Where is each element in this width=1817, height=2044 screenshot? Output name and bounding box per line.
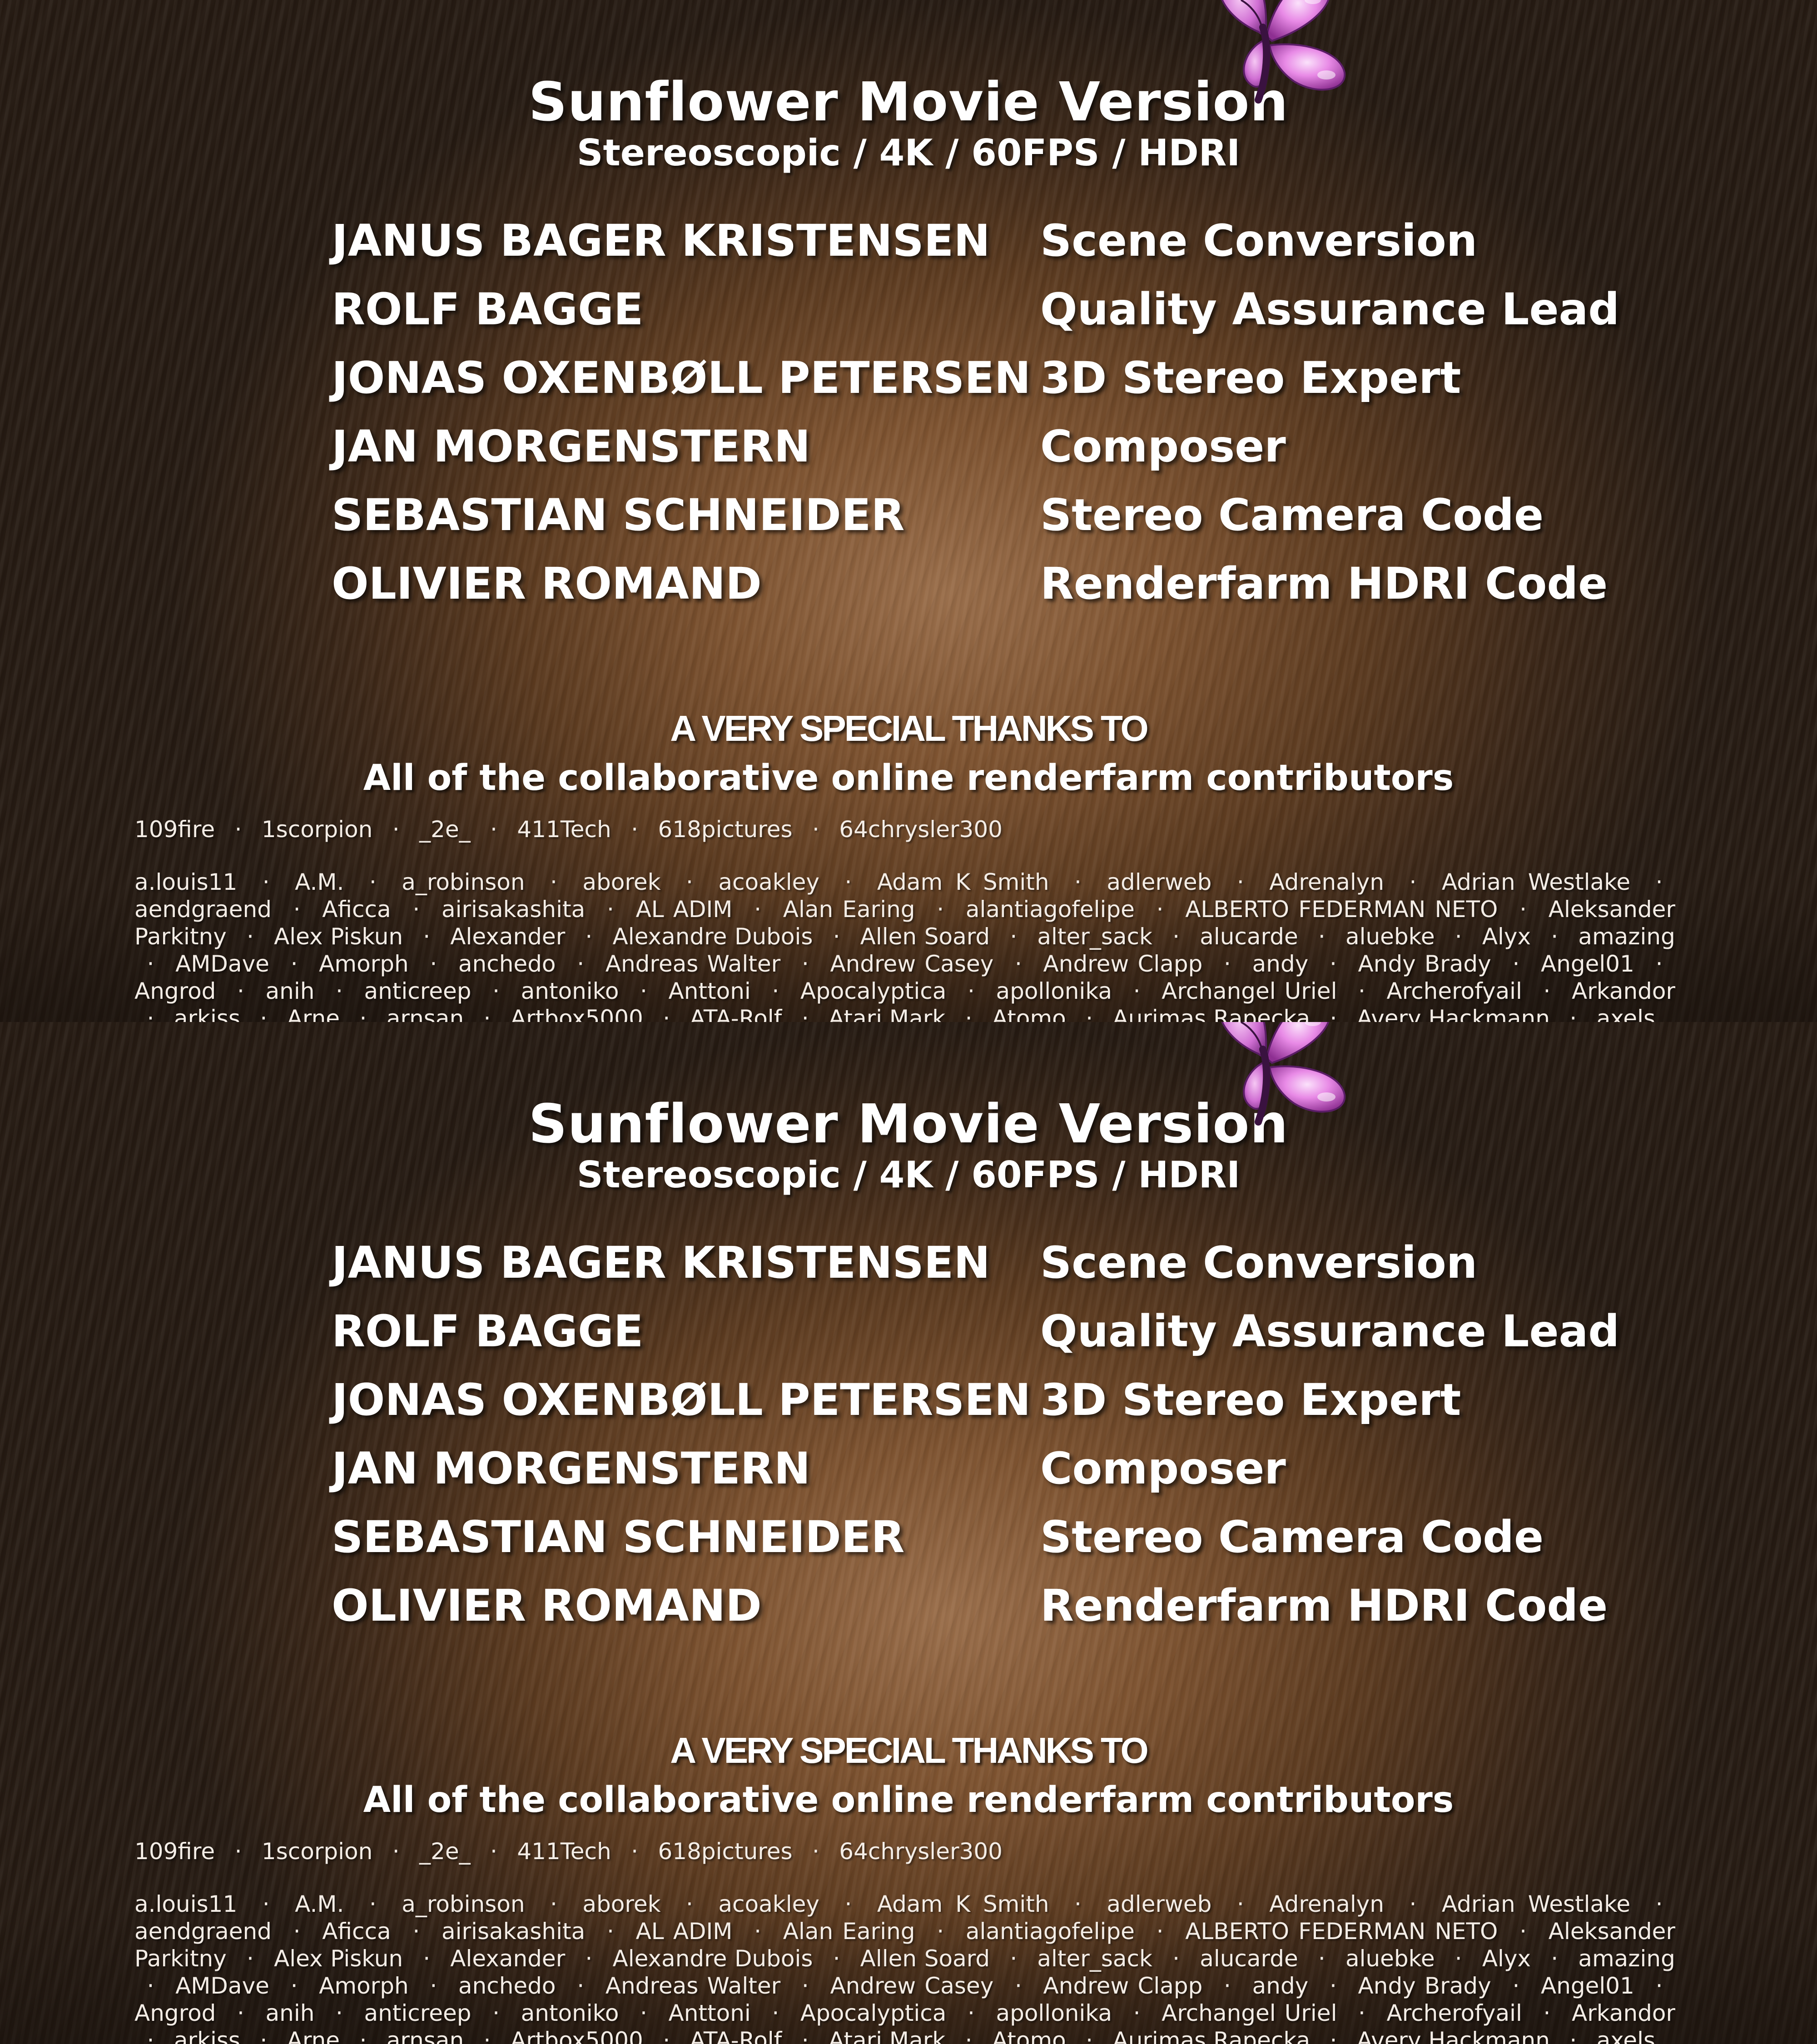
separator-dot: ·	[1062, 869, 1094, 895]
thanks-heading: A VERY SPECIAL THANKS TO	[0, 708, 1817, 749]
credit-role: Composer	[1040, 419, 1286, 474]
contributor-name: andy	[1252, 951, 1309, 977]
contributor-name: aborek	[582, 1891, 660, 1917]
contributor-name: Atari Mark	[829, 2027, 945, 2044]
contributor-name: _2e_	[419, 816, 471, 843]
contributor-name: Adam K Smith	[877, 869, 1049, 895]
contributor-name: Angel01	[1541, 1973, 1634, 1999]
contributor-name: Andrew Casey	[830, 1973, 993, 1999]
contributor-name: Atari Mark	[829, 1005, 945, 1022]
contributor-name: a.louis11	[134, 1891, 237, 1917]
contributor-name: adlerweb	[1107, 869, 1211, 895]
movie-subtitle: Stereoscopic / 4K / 60FPS / HDRI	[0, 132, 1817, 174]
contributor-name: Anttoni	[669, 2000, 751, 2026]
separator-dot: ·	[1346, 2000, 1378, 2026]
credit-role: Composer	[1040, 1441, 1286, 1496]
separator-dot: ·	[998, 923, 1030, 950]
contributor-name: Allen Soard	[860, 923, 990, 950]
separator-dot: ·	[565, 951, 597, 977]
contributor-name: Angrod	[134, 2000, 216, 2026]
separator-dot: ·	[222, 816, 254, 843]
contributor-name: Aurimas Rapecka	[1112, 2027, 1310, 2044]
separator-dot: ·	[1144, 896, 1176, 923]
contributor-name: A.M.	[295, 869, 344, 895]
credit-name: SEBASTIAN SCHNEIDER	[332, 1510, 904, 1564]
separator-dot: ·	[400, 1918, 432, 1945]
separator-dot: ·	[538, 869, 570, 895]
credit-role: 3D Stereo Expert	[1040, 1373, 1461, 1427]
separator-dot: ·	[480, 2000, 512, 2026]
contributor-name: anih	[265, 2000, 314, 2026]
contributor-name: aluebke	[1345, 923, 1435, 950]
contributor-name: Alexandre Dubois	[612, 923, 813, 950]
separator-dot: ·	[471, 1005, 503, 1022]
contributor-name: AL ADIM	[636, 1918, 733, 1945]
contributor-name: Arne	[287, 1005, 340, 1022]
contributor-name: anticreep	[364, 978, 471, 1004]
contributor-name: Alexandre Dubois	[612, 1945, 813, 1972]
separator-dot: ·	[278, 1973, 310, 1999]
separator-dot: ·	[1397, 869, 1429, 895]
movie-title: Sunflower Movie Version	[0, 1092, 1817, 1155]
contributor-name: anchedo	[458, 951, 556, 977]
contributor-name: Arkandor	[1572, 2000, 1675, 2026]
separator-dot: ·	[1160, 923, 1192, 950]
contributor-name: Aleksander Parkitny	[134, 1918, 1675, 1972]
contributor-name: Avery Hackmann	[1357, 1005, 1550, 1022]
separator-dot: ·	[650, 1005, 683, 1022]
separator-dot: ·	[573, 923, 605, 950]
separator-dot: ·	[1317, 2027, 1350, 2044]
contributor-name: Archangel Uriel	[1162, 978, 1337, 1004]
separator-dot: ·	[323, 978, 355, 1004]
separator-dot: ·	[222, 1838, 254, 1865]
separator-dot: ·	[953, 2027, 985, 2044]
separator-dot: ·	[594, 1918, 626, 1945]
contributor-name: 618pictures	[658, 1838, 792, 1865]
separator-dot: ·	[760, 978, 792, 1004]
separator-dot: ·	[742, 896, 774, 923]
credit-role: Stereo Camera Code	[1040, 488, 1544, 542]
separator-dot: ·	[1643, 1891, 1675, 1917]
separator-dot: ·	[1557, 2027, 1589, 2044]
contributor-name: airisakashita	[442, 1918, 585, 1945]
separator-dot: ·	[1002, 951, 1034, 977]
contributor-name: Alexander	[450, 923, 565, 950]
contributor-name: alucarde	[1200, 1945, 1298, 1972]
separator-dot: ·	[400, 896, 432, 923]
separator-dot: ·	[1539, 923, 1571, 950]
separator-dot: ·	[1442, 1945, 1474, 1972]
contributor-name: Arkandor	[1572, 978, 1675, 1004]
contributor-name: ALBERTO FEDERMAN NETO	[1185, 896, 1498, 923]
contributor-name: Avery Hackmann	[1357, 2027, 1550, 2044]
contributor-name: anih	[265, 978, 314, 1004]
separator-dot: ·	[742, 1918, 774, 1945]
separator-dot: ·	[832, 1891, 864, 1917]
separator-dot: ·	[357, 1891, 389, 1917]
contributor-name: Artbox5000	[511, 1005, 643, 1022]
separator-dot: ·	[278, 951, 310, 977]
credit-name: JANUS BAGER KRISTENSEN	[332, 213, 990, 268]
contributor-name: Alex Piskun	[274, 923, 403, 950]
separator-dot: ·	[538, 1891, 570, 1917]
separator-dot: ·	[619, 1838, 651, 1865]
separator-dot: ·	[1224, 869, 1256, 895]
separator-dot: ·	[1397, 1891, 1429, 1917]
credit-role: 3D Stereo Expert	[1040, 351, 1461, 405]
separator-dot: ·	[1317, 1005, 1350, 1022]
contributor-name: alter_sack	[1037, 923, 1152, 950]
credit-name: JAN MORGENSTERN	[332, 1441, 810, 1496]
contributor-name: Adrenalyn	[1269, 1891, 1384, 1917]
contributor-name: 618pictures	[658, 816, 792, 843]
credit-role: Renderfarm HDRI Code	[1040, 1578, 1608, 1633]
separator-dot: ·	[323, 2000, 355, 2026]
contributor-name: Atomo	[992, 1005, 1066, 1022]
credit-name: JONAS OXENBØLL PETERSEN	[332, 1373, 1031, 1427]
contributor-name: 411Tech	[517, 1838, 611, 1865]
contributor-name: Aurimas Rapecka	[1112, 1005, 1310, 1022]
separator-dot: ·	[380, 816, 412, 843]
contributor-name: axels	[1597, 1005, 1655, 1022]
separator-dot: ·	[134, 1973, 167, 1999]
contributor-name: Aficca	[322, 896, 391, 923]
separator-dot: ·	[1317, 1973, 1349, 1999]
contributor-name: Adrenalyn	[1269, 869, 1384, 895]
contributor-name: arkiss	[174, 2027, 240, 2044]
contributor-name: Andrew Clapp	[1043, 1973, 1203, 1999]
credit-role: Quality Assurance Lead	[1040, 282, 1619, 337]
credit-role: Renderfarm HDRI Code	[1040, 556, 1608, 611]
contributor-name: ALBERTO FEDERMAN NETO	[1185, 1918, 1498, 1945]
separator-dot: ·	[998, 1945, 1030, 1972]
separator-dot: ·	[953, 1005, 985, 1022]
contributor-name: Amorph	[319, 951, 409, 977]
separator-dot: ·	[478, 816, 510, 843]
contributor-name: Andreas Walter	[606, 1973, 780, 1999]
separator-dot: ·	[674, 1891, 706, 1917]
separator-dot: ·	[1531, 978, 1563, 1004]
contributor-name: 64chrysler300	[839, 816, 1003, 843]
separator-dot: ·	[1507, 896, 1539, 923]
separator-dot: ·	[1160, 1945, 1192, 1972]
contributor-name: arnsan	[387, 1005, 464, 1022]
contributor-name: Andrew Casey	[830, 951, 993, 977]
separator-dot: ·	[1211, 1973, 1244, 1999]
contributor-name: antoniko	[521, 2000, 619, 2026]
credit-name: OLIVIER ROMAND	[332, 1578, 762, 1633]
contributor-name: ATA-Rolf	[690, 2027, 782, 2044]
contributor-name: a.louis11	[134, 869, 237, 895]
contributor-name: aborek	[582, 869, 660, 895]
contributor-name: airisakashita	[442, 896, 585, 923]
contributor-name: anticreep	[364, 2000, 471, 2026]
separator-dot: ·	[380, 1838, 412, 1865]
contributor-name: a_robinson	[402, 1891, 525, 1917]
separator-dot: ·	[1346, 978, 1378, 1004]
contributor-name: Anttoni	[669, 978, 751, 1004]
thanks-subheading: All of the collaborative online renderfarm contributors	[0, 758, 1817, 799]
separator-dot: ·	[565, 1973, 597, 1999]
contributor-name: Andrew Clapp	[1043, 951, 1203, 977]
separator-dot: ·	[1643, 869, 1675, 895]
separator-dot: ·	[1073, 2027, 1106, 2044]
separator-dot: ·	[619, 816, 651, 843]
contributor-name: a_robinson	[402, 869, 525, 895]
contributor-name: Aleksander Parkitny	[134, 896, 1675, 950]
contributor-name: AMDave	[175, 1973, 269, 1999]
separator-dot: ·	[134, 1005, 167, 1022]
separator-dot: ·	[225, 2000, 257, 2026]
separator-dot: ·	[281, 1918, 313, 1945]
separator-dot: ·	[1211, 951, 1244, 977]
separator-dot: ·	[789, 951, 821, 977]
contributor-name: 109fire	[134, 1838, 215, 1865]
separator-dot: ·	[832, 869, 864, 895]
separator-dot: ·	[799, 1838, 832, 1865]
separator-dot: ·	[1062, 1891, 1094, 1917]
separator-dot: ·	[417, 951, 450, 977]
contributor-name: Alan Earing	[783, 896, 915, 923]
separator-dot: ·	[478, 1838, 510, 1865]
contributor-name: Alyx	[1482, 923, 1531, 950]
movie-subtitle: Stereoscopic / 4K / 60FPS / HDRI	[0, 1154, 1817, 1196]
contributor-name: amazing	[1578, 923, 1675, 950]
contributor-name: 1scorpion	[262, 816, 372, 843]
movie-title: Sunflower Movie Version	[0, 70, 1817, 133]
contributor-name: Adam K Smith	[877, 1891, 1049, 1917]
separator-dot: ·	[1557, 1005, 1589, 1022]
separator-dot: ·	[1442, 923, 1474, 950]
separator-dot: ·	[924, 896, 957, 923]
contributor-name: Apocalyptica	[800, 2000, 947, 2026]
contributor-name: Andy Brady	[1358, 1973, 1491, 1999]
separator-dot: ·	[1500, 1973, 1532, 1999]
contributor-name: antoniko	[521, 978, 619, 1004]
credit-name: SEBASTIAN SCHNEIDER	[332, 488, 904, 542]
separator-dot: ·	[248, 1005, 280, 1022]
separator-dot: ·	[134, 951, 167, 977]
separator-dot: ·	[924, 1918, 957, 1945]
contributor-name: alter_sack	[1037, 1945, 1152, 1972]
contributor-name: aendgraend	[134, 896, 272, 923]
separator-dot: ·	[1531, 2000, 1563, 2026]
separator-dot: ·	[1317, 951, 1349, 977]
thanks-subheading: All of the collaborative online renderfarm contributors	[0, 1780, 1817, 1821]
credit-role: Quality Assurance Lead	[1040, 1304, 1619, 1359]
credit-name: ROLF BAGGE	[332, 1304, 643, 1359]
contributor-name: Amorph	[319, 1973, 409, 1999]
separator-dot: ·	[250, 1891, 282, 1917]
contributor-name: apollonika	[996, 2000, 1112, 2026]
credit-role: Scene Conversion	[1040, 213, 1477, 268]
separator-dot: ·	[248, 2027, 280, 2044]
separator-dot: ·	[650, 2027, 683, 2044]
separator-dot: ·	[1500, 951, 1532, 977]
contributor-name: _2e_	[419, 1838, 471, 1865]
separator-dot: ·	[347, 2027, 379, 2044]
separator-dot: ·	[281, 896, 313, 923]
separator-dot: ·	[955, 978, 987, 1004]
separator-dot: ·	[347, 1005, 379, 1022]
contributor-name: 109fire	[134, 816, 215, 843]
separator-dot: ·	[789, 1973, 821, 1999]
thanks-heading: A VERY SPECIAL THANKS TO	[0, 1730, 1817, 1771]
contributor-name: acoakley	[718, 1891, 819, 1917]
credit-name: ROLF BAGGE	[332, 282, 643, 337]
contributor-name: alucarde	[1200, 923, 1298, 950]
separator-dot: ·	[411, 923, 443, 950]
contributor-name: Artbox5000	[511, 2027, 643, 2044]
separator-dot: ·	[1121, 2000, 1153, 2026]
separator-dot: ·	[1002, 1973, 1034, 1999]
contributor-name: 64chrysler300	[839, 1838, 1003, 1865]
contributor-name: anchedo	[458, 1973, 556, 1999]
separator-dot: ·	[955, 2000, 987, 2026]
separator-dot: ·	[628, 2000, 660, 2026]
separator-dot: ·	[1643, 951, 1675, 977]
contributor-name: andy	[1252, 1973, 1309, 1999]
separator-dot: ·	[234, 1945, 267, 1972]
separator-dot: ·	[1306, 1945, 1338, 1972]
separator-dot: ·	[789, 2027, 821, 2044]
contributor-name: Alyx	[1482, 1945, 1531, 1972]
contributor-name: aendgraend	[134, 1918, 272, 1945]
separator-dot: ·	[799, 816, 832, 843]
separator-dot: ·	[674, 869, 706, 895]
separator-dot: ·	[820, 1945, 853, 1972]
separator-dot: ·	[417, 1973, 450, 1999]
contributor-name: AL ADIM	[636, 896, 733, 923]
separator-dot: ·	[1643, 1973, 1675, 1999]
separator-dot: ·	[471, 2027, 503, 2044]
contributor-name: Alan Earing	[783, 1918, 915, 1945]
contributor-name: Aficca	[322, 1918, 391, 1945]
contributor-name: acoakley	[718, 869, 819, 895]
credit-role: Stereo Camera Code	[1040, 1510, 1544, 1564]
contributor-name: Archerofyail	[1387, 2000, 1522, 2026]
contributor-name: amazing	[1578, 1945, 1675, 1972]
separator-dot: ·	[594, 896, 626, 923]
separator-dot: ·	[820, 923, 853, 950]
contributor-name: A.M.	[295, 1891, 344, 1917]
separator-dot: ·	[1539, 1945, 1571, 1972]
separator-dot: ·	[573, 1945, 605, 1972]
separator-dot: ·	[225, 978, 257, 1004]
contributor-name: ATA-Rolf	[690, 1005, 782, 1022]
credit-name: JANUS BAGER KRISTENSEN	[332, 1235, 990, 1290]
contributor-name: Archerofyail	[1387, 978, 1522, 1004]
contributor-name: Angel01	[1541, 951, 1634, 977]
contributor-name: Adrian Westlake	[1442, 1891, 1630, 1917]
contributor-name: Angrod	[134, 978, 216, 1004]
contributor-name: alantiagofelipe	[966, 896, 1135, 923]
contributor-name: Andy Brady	[1358, 951, 1491, 977]
separator-dot: ·	[760, 2000, 792, 2026]
separator-dot: ·	[1224, 1891, 1256, 1917]
separator-dot: ·	[411, 1945, 443, 1972]
contributor-name: apollonika	[996, 978, 1112, 1004]
contributor-name: Andreas Walter	[606, 951, 780, 977]
separator-dot: ·	[234, 923, 267, 950]
separator-dot: ·	[134, 2027, 167, 2044]
credit-name: JAN MORGENSTERN	[332, 419, 810, 474]
separator-dot: ·	[1144, 1918, 1176, 1945]
contributor-name: Alex Piskun	[274, 1945, 403, 1972]
contributor-name: Archangel Uriel	[1162, 2000, 1337, 2026]
contributor-name: adlerweb	[1107, 1891, 1211, 1917]
contributor-name: arnsan	[387, 2027, 464, 2044]
separator-dot: ·	[357, 869, 389, 895]
contributor-name: Allen Soard	[860, 1945, 990, 1972]
separator-dot: ·	[480, 978, 512, 1004]
separator-dot: ·	[250, 869, 282, 895]
contributor-name: axels	[1597, 2027, 1655, 2044]
credit-name: JONAS OXENBØLL PETERSEN	[332, 351, 1031, 405]
contributor-name: alantiagofelipe	[966, 1918, 1135, 1945]
contributor-name: Arne	[287, 2027, 340, 2044]
contributor-name: Atomo	[992, 2027, 1066, 2044]
separator-dot: ·	[1306, 923, 1338, 950]
contributor-name: 411Tech	[517, 816, 611, 843]
contributor-name: Alexander	[450, 1945, 565, 1972]
separator-dot: ·	[789, 1005, 821, 1022]
contributor-name: Adrian Westlake	[1442, 869, 1630, 895]
separator-dot: ·	[628, 978, 660, 1004]
contributor-name: arkiss	[174, 1005, 240, 1022]
contributor-name: Apocalyptica	[800, 978, 947, 1004]
contributor-name: 1scorpion	[262, 1838, 372, 1865]
contributor-name: AMDave	[175, 951, 269, 977]
separator-dot: ·	[1121, 978, 1153, 1004]
credit-role: Scene Conversion	[1040, 1235, 1477, 1290]
contributor-name: aluebke	[1345, 1945, 1435, 1972]
separator-dot: ·	[1507, 1918, 1539, 1945]
credit-name: OLIVIER ROMAND	[332, 556, 762, 611]
separator-dot: ·	[1073, 1005, 1106, 1022]
